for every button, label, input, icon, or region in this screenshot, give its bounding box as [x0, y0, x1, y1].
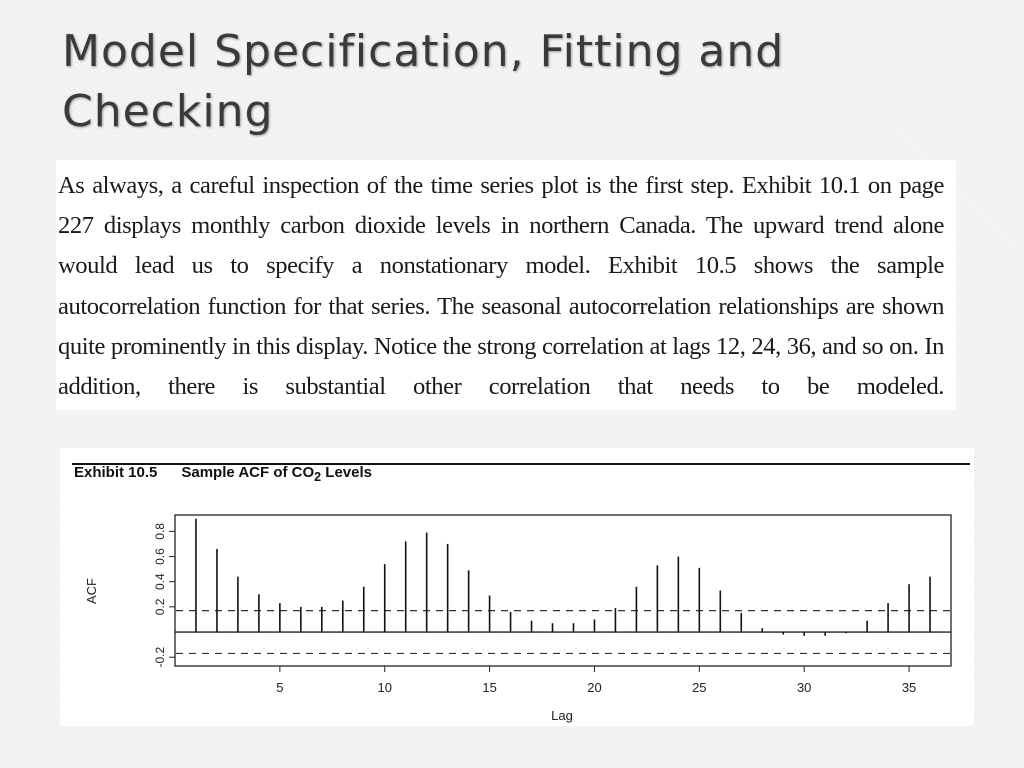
y-axis-label: ACF — [84, 578, 99, 604]
x-axis-label: Lag — [551, 708, 573, 723]
plot-frame — [175, 515, 951, 666]
acf-spikes — [196, 519, 930, 636]
exhibit-label: Exhibit 10.5 — [74, 464, 158, 481]
x-tick-label-15: 15 — [482, 680, 497, 695]
x-tick-label-10: 10 — [377, 680, 392, 695]
body-paragraph: As always, a careful inspection of the time series plot is the first step. Exhibit 10.1 on page 227 displays monthly carbon dioxide levels in northern Canada. The upward trend alone would lead us to specify a nonstationary model. Exhibit 10.5 shows the sample autocorrelation function for that series. The seasonal autocorrelation relationships are shown quite prominently in this display. Notice the strong correlation at lags 12, 24, 36, and so on. In addition, there is substantial other correlation that needs to be modeled. — [58, 172, 944, 401]
y-tick-label-0.6: 0.6 — [153, 548, 167, 565]
x-tick-label-25: 25 — [692, 680, 707, 695]
y-tick-label-0.4: 0.4 — [153, 573, 167, 591]
y-tick-label-0.8: 0.8 — [153, 523, 167, 540]
exhibit-title-prefix: Sample ACF of CO — [181, 464, 315, 481]
y-tick-label--0.2: -0.2 — [153, 646, 167, 668]
x-tick-label-5: 5 — [276, 680, 284, 695]
y-axis — [153, 523, 175, 668]
x-tick-label-20: 20 — [587, 680, 602, 695]
y-tick-label-0.2: 0.2 — [153, 598, 167, 616]
x-tick-label-35: 35 — [901, 680, 917, 695]
x-tick-label-30: 30 — [796, 680, 812, 695]
slide-title: Model Specification, Fitting and Checking — [62, 26, 785, 137]
exhibit-title-suffix: Levels — [321, 464, 372, 481]
exhibit-title-subscript: 2 — [314, 470, 322, 484]
x-axis — [276, 666, 916, 695]
